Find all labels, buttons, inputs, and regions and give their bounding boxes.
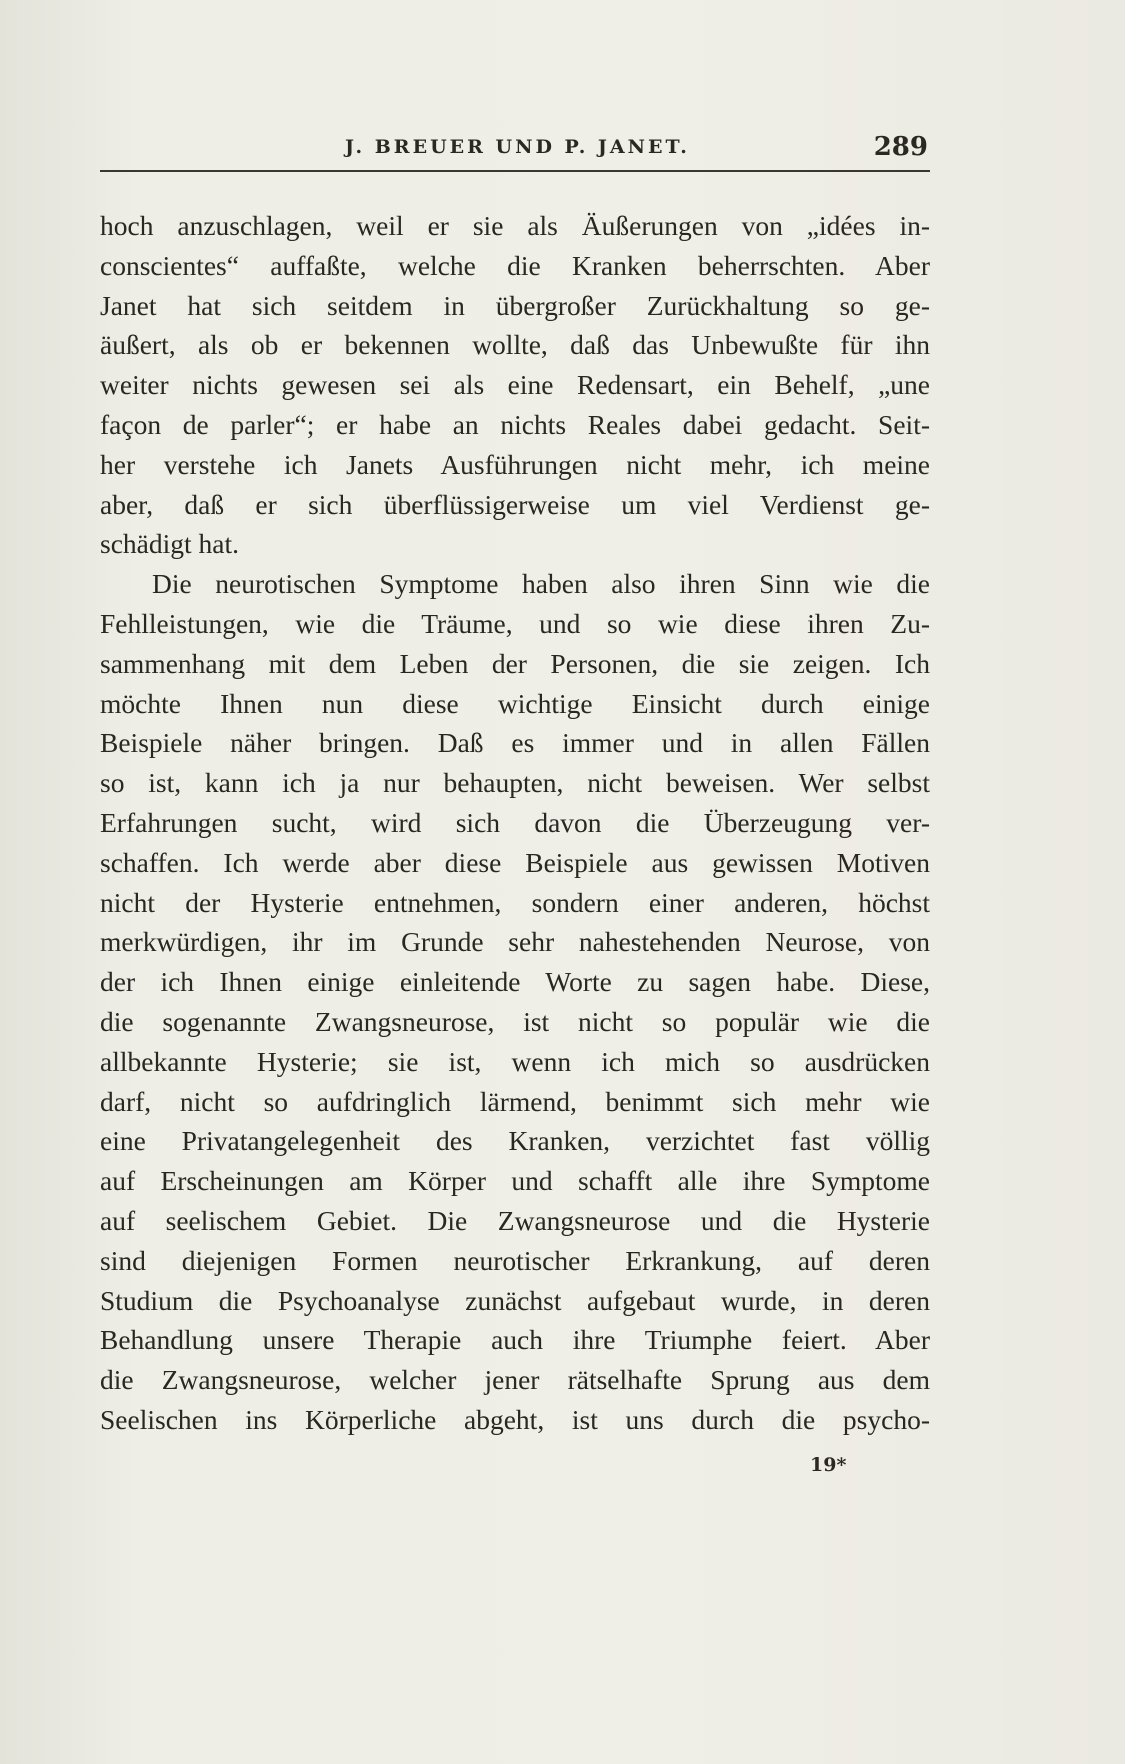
text-line: Studium die Psychoanalyse zunächst aufgebaut wurde, in deren — [100, 1284, 930, 1316]
text-line: äußert, als ob er bekennen wollte, daß das Unbewußte für ihn — [100, 329, 930, 361]
text-line: sammenhang mit dem Leben der Personen, die sie zeigen. Ich — [100, 647, 930, 679]
text-line: Fehlleistungen, wie die Träume, und so wie diese ihren Zu- — [100, 607, 930, 639]
text-line: die Zwangsneurose, welcher jener rätselhafte Sprung aus dem — [100, 1364, 930, 1396]
text-line: conscientes“ auffaßte, welche die Kranken beherrschten. Aber — [100, 249, 930, 281]
text-line: Janet hat sich seitdem in übergroßer Zurückhaltung so ge- — [100, 289, 930, 321]
page-number: 289 — [873, 132, 928, 162]
text-line: auf Erscheinungen am Körper und schafft alle ihre Symptome — [100, 1165, 930, 1197]
text-line: schaffen. Ich werde aber diese Beispiele aus gewissen Motiven — [100, 846, 930, 878]
text-line: schädigt hat. — [100, 528, 239, 560]
text-line: allbekannte Hysterie; sie ist, wenn ich mich so ausdrücken — [100, 1045, 930, 1077]
text-line: der ich Ihnen einige einleitende Worte zu sagen habe. Diese, — [100, 966, 930, 998]
text-line: hoch anzuschlagen, weil er sie als Äußerungen von „idées in- — [100, 210, 930, 241]
text-line: Behandlung unsere Therapie auch ihre Triumphe feiert. Aber — [100, 1324, 930, 1356]
text-line: auf seelischem Gebiet. Die Zwangsneurose und die Hysterie — [100, 1204, 930, 1236]
text-line: möchte Ihnen nun diese wichtige Einsicht durch einige — [100, 687, 930, 719]
text-line: darf, nicht so aufdringlich lärmend, benimmt sich mehr wie — [100, 1085, 930, 1117]
text-line: merkwürdigen, ihr im Grunde sehr nahestehenden Neurose, von — [100, 926, 930, 958]
text-line: Seelischen ins Körperliche abgeht, ist uns durch die psycho- — [100, 1403, 930, 1435]
text-line: aber, daß er sich überflüssigerweise um viel Verdienst ge- — [100, 488, 930, 520]
text-line: nicht der Hysterie entnehmen, sondern einer anderen, höchst — [100, 886, 930, 918]
text-line: die sogenannte Zwangsneurose, ist nicht so populär wie die — [100, 1005, 930, 1037]
text-line: sind diejenigen Formen neurotischer Erkrankung, auf deren — [100, 1244, 930, 1276]
text-line: so ist, kann ich ja nur behaupten, nicht beweisen. Wer selbst — [100, 767, 930, 799]
header-rule — [100, 170, 930, 172]
text-line: Beispiele näher bringen. Daß es immer und in allen Fällen — [100, 727, 930, 759]
text-line: Erfahrungen sucht, wird sich davon die Überzeugung ver- — [100, 806, 930, 838]
text-line: Die neurotischen Symptome haben also ihren Sinn wie die — [152, 568, 930, 600]
running-head: J. BREUER UND P. JANET. — [345, 136, 690, 158]
signature-mark: 19* — [810, 1454, 847, 1476]
text-line: façon de parler“; er habe an nichts Reales dabei gedacht. Seit- — [100, 408, 930, 440]
text-line: her verstehe ich Janets Ausführungen nicht mehr, ich meine — [100, 448, 930, 480]
body-text — [100, 206, 930, 1440]
text-line: eine Privatangelegenheit des Kranken, verzichtet fast völlig — [100, 1125, 930, 1157]
text-line: weiter nichts gewesen sei als eine Redensart, ein Behelf, „une — [100, 369, 930, 401]
